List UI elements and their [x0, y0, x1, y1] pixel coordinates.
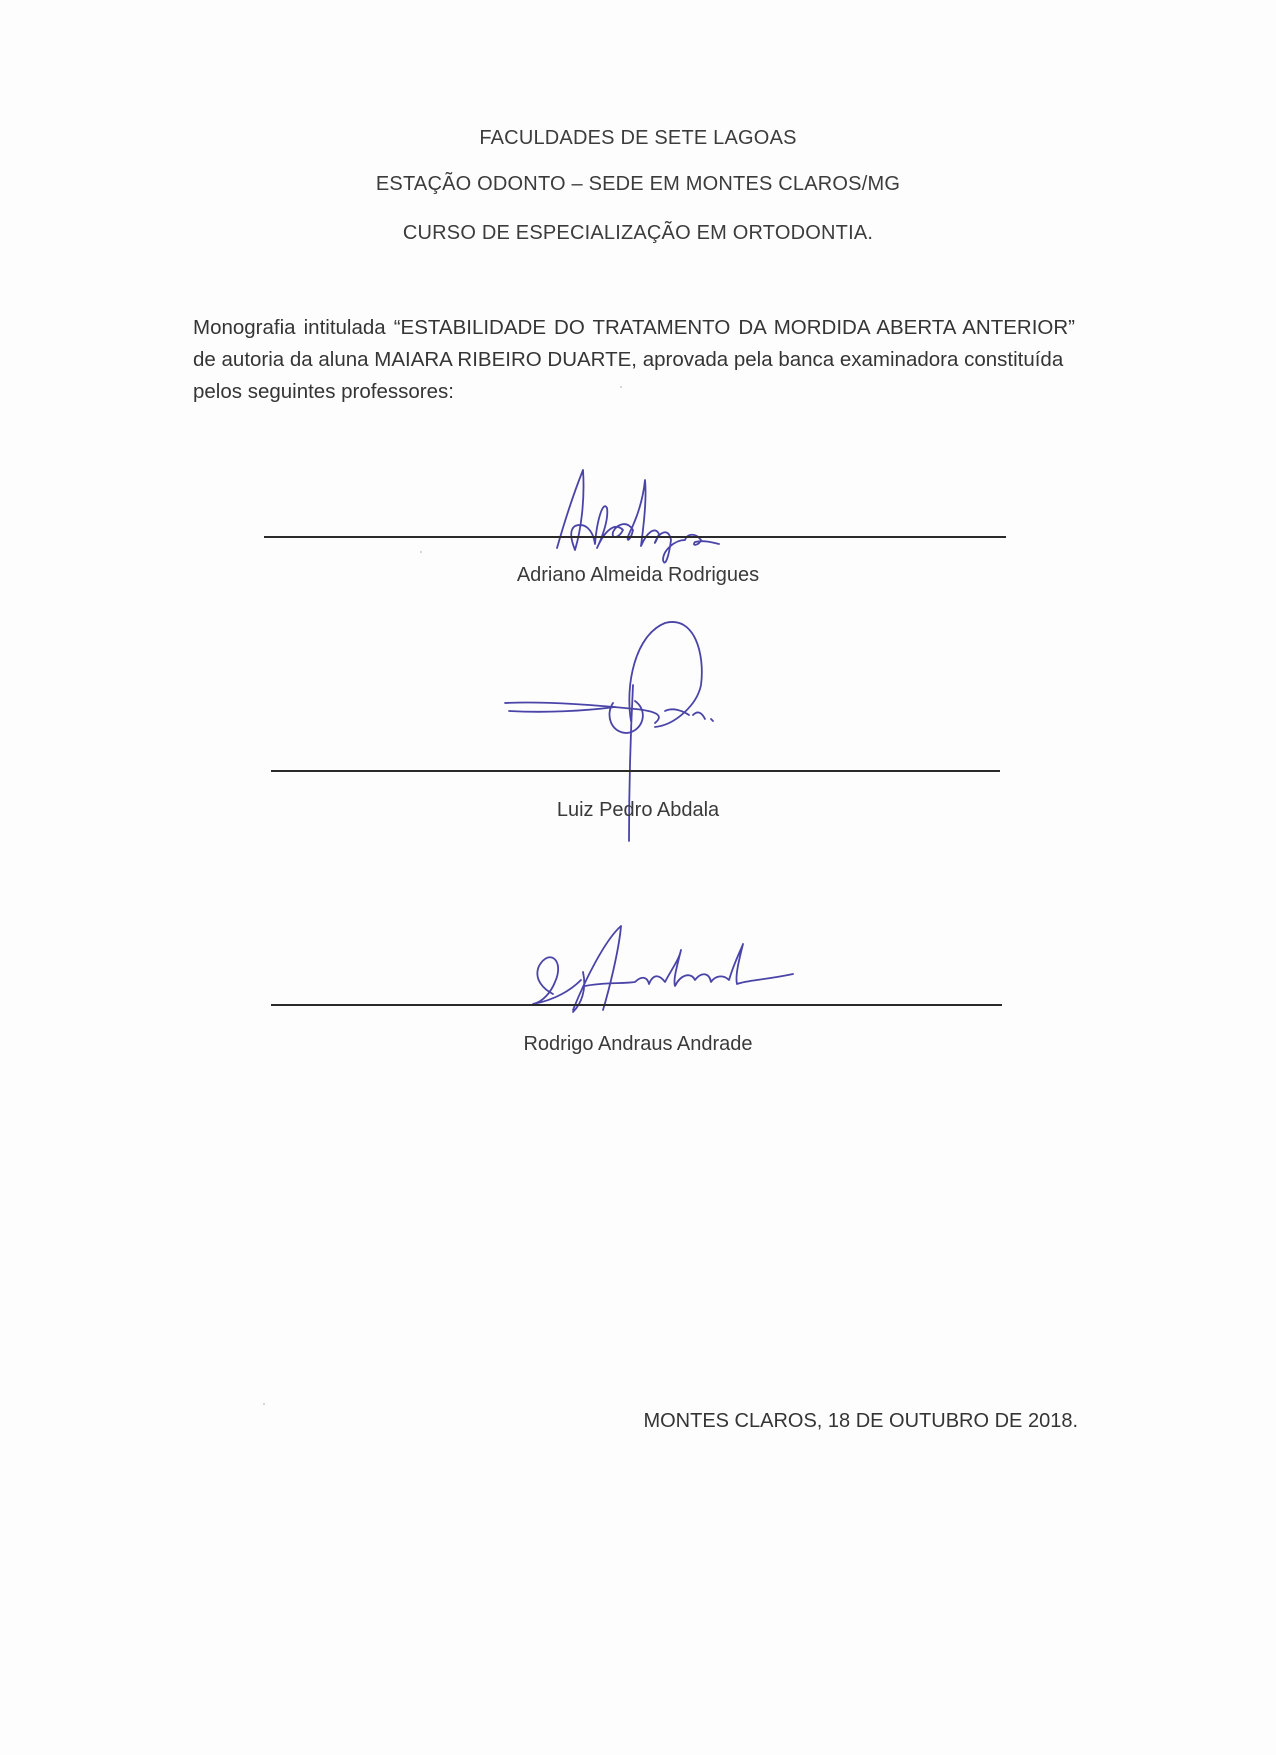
institution-title: FACULDADES DE SETE LAGOAS	[479, 127, 797, 149]
approval-line-1: Monografia intitulada “ESTABILIDADE DO TRATAMENTO DA MORDIDA ABERTA ANTERIOR” de	[193, 316, 1075, 371]
approval-line-2: autoria da aluna MAIARA RIBEIRO DUARTE, aprovada pela banca examinadora constituída	[221, 348, 1064, 371]
scan-speck	[620, 386, 622, 388]
campus-title: ESTAÇÃO ODONTO – SEDE EM MONTES CLAROS/MG	[375, 173, 901, 195]
scan-speck	[263, 1403, 265, 1405]
examiner-name-1: Adriano Almeida Rodrigues	[516, 564, 760, 586]
signature-line-2	[271, 770, 1000, 772]
signature-adriano	[545, 460, 725, 570]
approval-paragraph	[193, 312, 1075, 408]
examiner-name-2: Luiz Pedro Abdala	[556, 799, 720, 821]
examiner-name-3: Rodrigo Andraus Andrade	[523, 1033, 753, 1055]
signature-line-3	[271, 1004, 1002, 1006]
approval-line-3: pelos seguintes professores:	[193, 380, 454, 403]
place-and-date: MONTES CLAROS, 18 DE OUTUBRO DE 2018.	[643, 1410, 1078, 1432]
signature-line-1	[264, 536, 1006, 538]
scan-speck	[420, 551, 422, 553]
course-title: CURSO DE ESPECIALIZAÇÃO EM ORTODONTIA.	[402, 222, 874, 244]
